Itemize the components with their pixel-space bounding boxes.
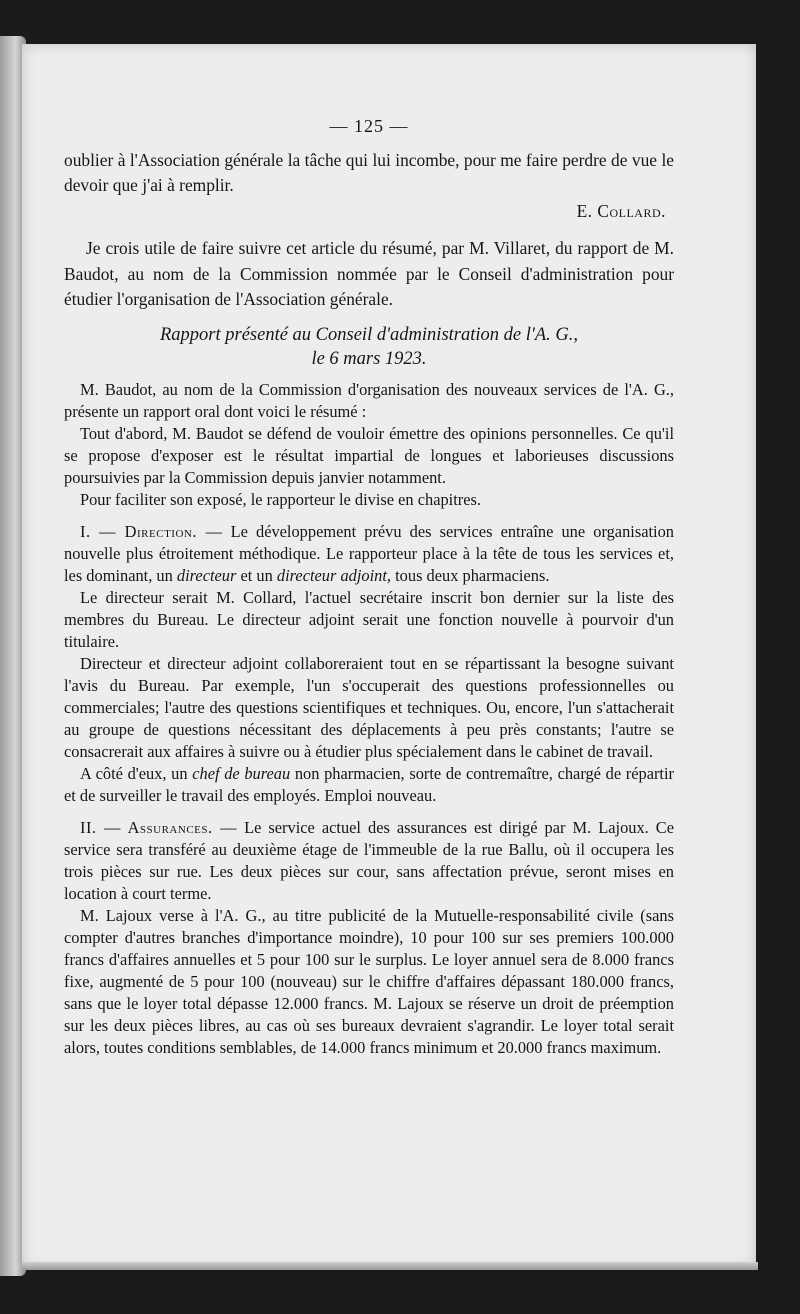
section-direction-text-c: tous deux pharmaciens.	[391, 565, 550, 585]
assurances-paragraph-2: M. Lajoux verse à l'A. G., au titre publicité de la Mutuelle-responsabilité civile (sans compter d'autres branches d'importance moindre), 10 pour 100 sur ses premiers 100.000 francs d'affaires annuelles et 5 pour 100 sur le surplus. Le loyer annuel sera de 8.000 francs fixe, augmenté de 5 pour 100 (nouveau) sur le chiffre d'affaires dépassant 180.000 francs, sans que le loyer total dépasse 12.000 francs. M. Lajoux se réserve un droit de préemption sur les deux pièces libres, au cas où ses bureaux devraient s'agrandir. Le loyer total serait alors, toutes conditions semblables, de 14.000 francs minimum et 20.000 francs maximum.	[64, 905, 674, 1057]
page-bottom-edge	[22, 1262, 758, 1270]
direction-paragraph-3: Directeur et directeur adjoint collaboreraient tout en se répartissant la besogne suivant l'avis du Bureau. Par exemple, l'un s'occuperait des questions professionnelles ou commerciales; l'autre des questions scientifiques et techniques. Ou, encore, l'un s'attacherait au groupe de questions nécessitant des déplacements à peu près constants; l'autre se consacrerait aux affaires à suivre ou à étudier plus spécialement dans le cabinet de travail.	[64, 653, 674, 761]
direction-p4-b: non pharmacien, sorte de contremaître, chargé de répartir et de surveiller le travail des employés. Emploi nouveau.	[64, 763, 674, 805]
term-directeur: directeur	[176, 565, 237, 585]
intro-paragraph-continued: oublier à l'Association générale la tâche qui lui incombe, pour me faire perdre de vue le devoir que j'ai à remplir.	[64, 149, 674, 195]
page-content	[64, 114, 674, 1059]
report-paragraph-1: M. Baudot, au nom de la Commission d'organisation des nouveaux services de l'A. G., présente un rapport oral dont voici le résumé :	[64, 379, 674, 421]
report-heading-line-1: Rapport présenté au Conseil d'administration de l'A. G.,	[160, 324, 578, 345]
signature: E. Collard.	[576, 200, 666, 221]
section-assurances-text: Le service actuel des assurances est dirigé par M. Lajoux. Ce service sera transféré au deuxième étage de l'immeuble de la rue Ballu, où il occupera les trois pièces sur rue. Les deux pièces sur cour, sans affectation prévue, seront mises en location à court terme.	[64, 817, 674, 903]
section-direction-text-a: Le développement prévu des services entraîne une organisation nouvelle plus étroitement méthodique. Le rapporteur place à la tête de tous les services et, les dominant, un	[64, 521, 674, 585]
section-direction-title: I. — Direction. —	[80, 521, 223, 541]
page-number: — 125 —	[329, 116, 409, 136]
report-heading	[64, 323, 674, 371]
direction-paragraph-2: Le directeur serait M. Collard, l'actuel secrétaire inscrit bon dernier sur la liste des membres du Bureau. Le directeur adjoint serait une fonction nouvelle à pourvoir d'un titulaire.	[64, 587, 674, 651]
section-assurances-title: II. — Assurances. —	[80, 817, 238, 837]
direction-paragraph-4	[64, 763, 674, 807]
section-direction-text-b: et un	[236, 565, 277, 585]
book-page	[22, 44, 756, 1268]
report-heading-line-2: le 6 mars 1923.	[311, 348, 427, 369]
term-directeur-adjoint: directeur adjoint,	[276, 565, 392, 585]
direction-p4-a: A côté d'eux, un	[80, 763, 193, 783]
section-direction	[64, 521, 674, 587]
report-body	[64, 379, 674, 1059]
section-assurances	[64, 817, 674, 905]
report-paragraph-3: Pour faciliter son exposé, le rapporteur le divise en chapitres.	[80, 489, 481, 509]
report-paragraph-2: Tout d'abord, M. Baudot se défend de vouloir émettre des opinions personnelles. Ce qu'il se propose d'exposer est le résultat impartial de longues et laborieuses discussions poursuivies par la Commission depuis janvier notamment.	[64, 423, 674, 487]
term-chef-de-bureau: chef de bureau	[192, 763, 291, 783]
intro-paragraph: Je crois utile de faire suivre cet article du résumé, par M. Villaret, du rapport de M. Baudot, au nom de la Commission nommée par le Conseil d'administration pour étudier l'organisation de l'Association générale.	[64, 238, 674, 309]
